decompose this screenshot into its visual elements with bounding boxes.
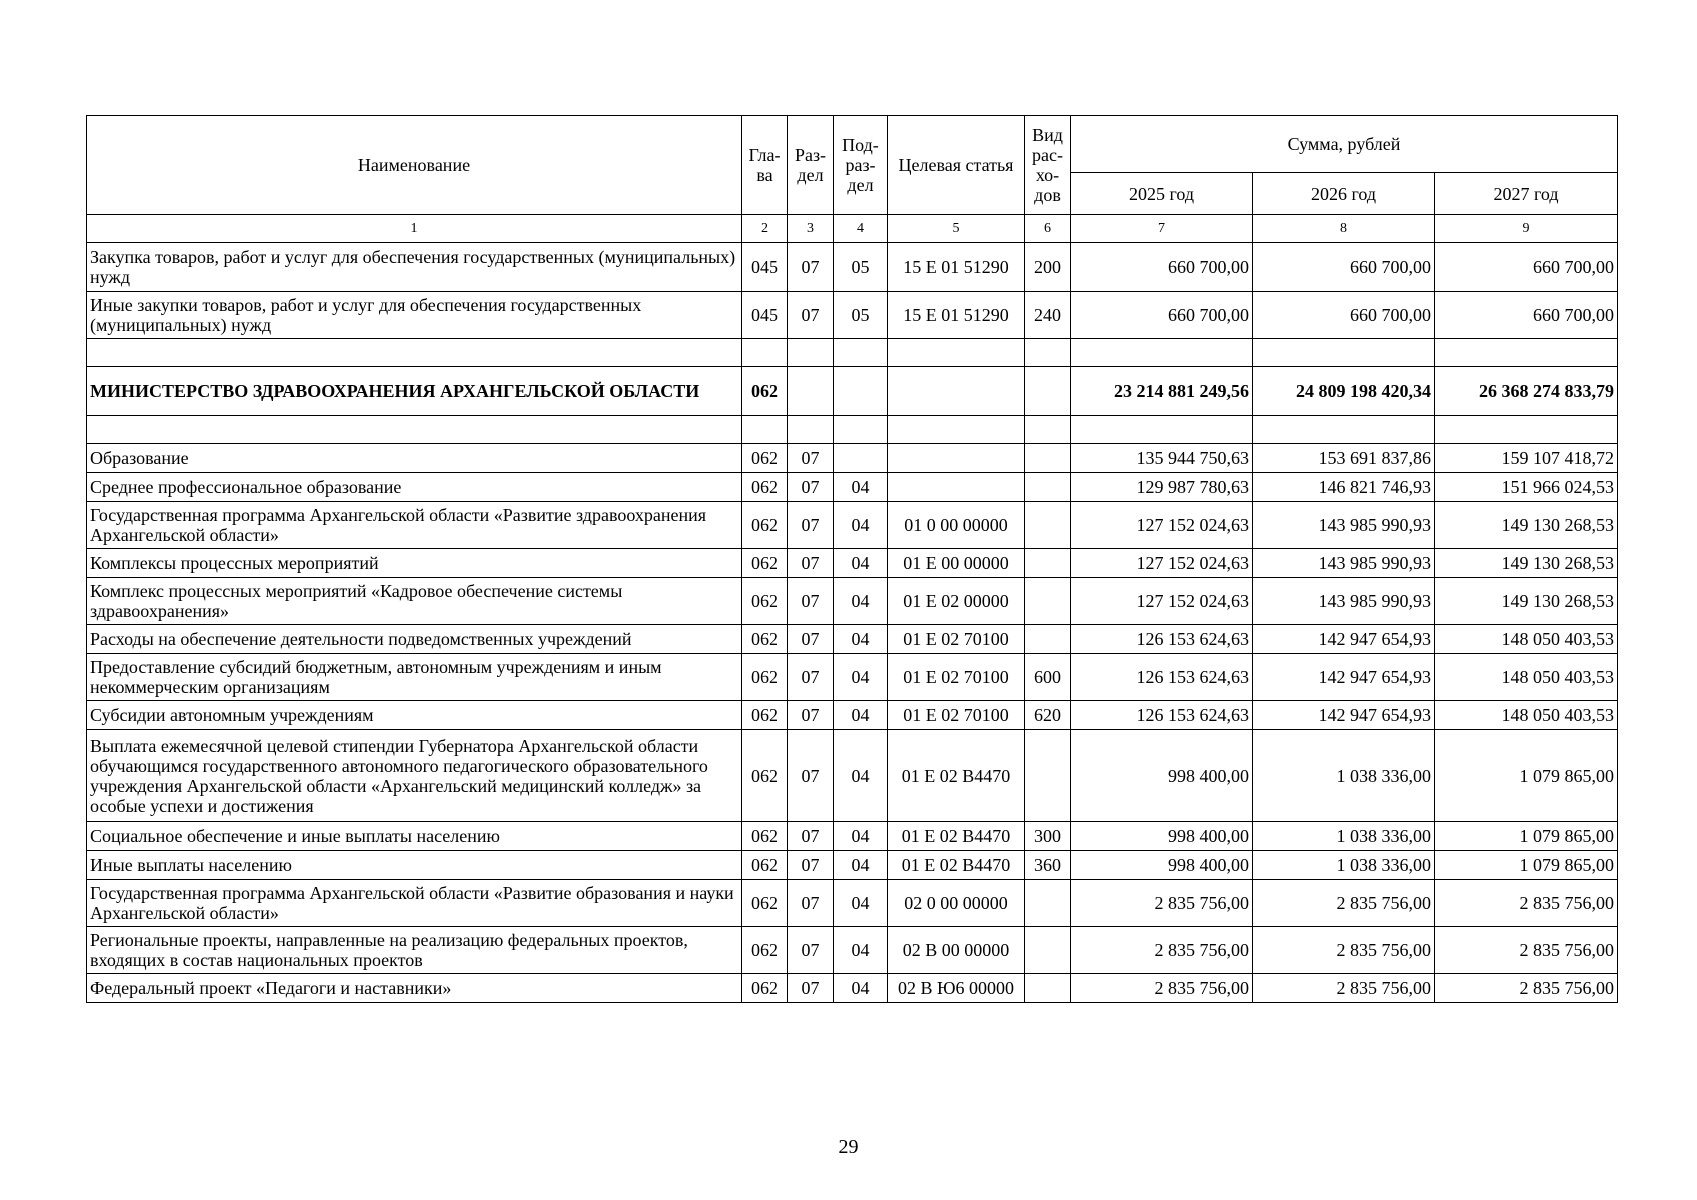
row-amount-2025: 23 214 881 249,56	[1071, 367, 1253, 416]
header-name: Наименование	[87, 116, 742, 215]
column-index-row	[87, 215, 1618, 243]
row-razdel: 07	[788, 880, 834, 927]
row-razdel: 07	[788, 549, 834, 578]
row-target-article: 02 В Ю6 00000	[888, 974, 1025, 1003]
header-statya: Целевая статья	[888, 116, 1025, 215]
row-expense-type	[1025, 444, 1071, 473]
table-row	[87, 339, 1618, 367]
row-name: МИНИСТЕРСТВО ЗДРАВООХРАНЕНИЯ АРХАНГЕЛЬСКОЙ ОБЛАСТИ	[87, 367, 742, 416]
row-amount-2027: 159 107 418,72	[1435, 444, 1618, 473]
row-target-article: 01 Е 02 70100	[888, 701, 1025, 730]
column-index: 3	[788, 215, 834, 243]
row-target-article: 01 0 00 00000	[888, 502, 1025, 549]
column-index: 6	[1025, 215, 1071, 243]
table-row	[87, 292, 1618, 339]
row-target-article: 15 Е 01 51290	[888, 243, 1025, 292]
row-amount-2026: 142 947 654,93	[1253, 654, 1435, 701]
row-podrazdel: 04	[834, 473, 888, 502]
row-amount-2025	[1071, 339, 1253, 367]
header-vid: Вид рас-хо-дов	[1025, 116, 1071, 215]
row-target-article	[888, 416, 1025, 444]
row-amount-2026: 1 038 336,00	[1253, 822, 1435, 851]
row-target-article	[888, 339, 1025, 367]
row-amount-2026: 24 809 198 420,34	[1253, 367, 1435, 416]
row-amount-2026: 2 835 756,00	[1253, 880, 1435, 927]
row-amount-2025: 2 835 756,00	[1071, 974, 1253, 1003]
row-razdel: 07	[788, 730, 834, 822]
row-expense-type: 300	[1025, 822, 1071, 851]
row-amount-2025	[1071, 416, 1253, 444]
row-expense-type: 240	[1025, 292, 1071, 339]
row-amount-2025: 998 400,00	[1071, 851, 1253, 880]
row-amount-2026: 660 700,00	[1253, 292, 1435, 339]
row-glava	[742, 416, 788, 444]
row-podrazdel: 04	[834, 851, 888, 880]
row-name: Предоставление субсидий бюджетным, автономным учреждениям и иным некоммерческим организациям	[87, 654, 742, 701]
row-target-article: 01 Е 00 00000	[888, 549, 1025, 578]
table-row	[87, 444, 1618, 473]
row-target-article: 01 Е 02 В4470	[888, 851, 1025, 880]
row-podrazdel	[834, 416, 888, 444]
row-target-article: 02 0 00 00000	[888, 880, 1025, 927]
row-podrazdel: 04	[834, 578, 888, 625]
row-amount-2026	[1253, 339, 1435, 367]
table-row	[87, 822, 1618, 851]
row-name: Образование	[87, 444, 742, 473]
row-glava: 062	[742, 625, 788, 654]
table-row	[87, 549, 1618, 578]
row-glava: 062	[742, 578, 788, 625]
header-year-2026: 2026 год	[1253, 173, 1435, 215]
header-glava: Гла-ва	[742, 116, 788, 215]
row-razdel	[788, 339, 834, 367]
row-target-article	[888, 367, 1025, 416]
row-name: Закупка товаров, работ и услуг для обеспечения государственных (муниципальных) нужд	[87, 243, 742, 292]
row-amount-2026: 143 985 990,93	[1253, 578, 1435, 625]
row-amount-2026: 146 821 746,93	[1253, 473, 1435, 502]
row-amount-2026	[1253, 416, 1435, 444]
column-index: 5	[888, 215, 1025, 243]
row-amount-2027: 26 368 274 833,79	[1435, 367, 1618, 416]
row-amount-2027: 148 050 403,53	[1435, 625, 1618, 654]
table-row	[87, 880, 1618, 927]
row-amount-2027: 148 050 403,53	[1435, 654, 1618, 701]
row-glava: 062	[742, 654, 788, 701]
row-glava: 062	[742, 701, 788, 730]
header-razdel: Раз-дел	[788, 116, 834, 215]
column-index: 2	[742, 215, 788, 243]
row-amount-2027: 2 835 756,00	[1435, 880, 1618, 927]
header-year-2027: 2027 год	[1435, 173, 1618, 215]
table-row	[87, 730, 1618, 822]
row-podrazdel: 04	[834, 654, 888, 701]
row-glava: 062	[742, 730, 788, 822]
row-podrazdel	[834, 444, 888, 473]
row-expense-type	[1025, 549, 1071, 578]
row-target-article: 01 Е 02 70100	[888, 654, 1025, 701]
row-name	[87, 416, 742, 444]
row-razdel: 07	[788, 822, 834, 851]
row-amount-2027	[1435, 339, 1618, 367]
row-amount-2025: 998 400,00	[1071, 730, 1253, 822]
row-podrazdel: 04	[834, 880, 888, 927]
row-name: Государственная программа Архангельской области «Развитие здравоохранения Архангельской области»	[87, 502, 742, 549]
row-razdel	[788, 367, 834, 416]
row-expense-type	[1025, 367, 1071, 416]
row-razdel: 07	[788, 927, 834, 974]
row-name: Социальное обеспечение и иные выплаты населению	[87, 822, 742, 851]
row-amount-2026: 1 038 336,00	[1253, 730, 1435, 822]
row-glava: 045	[742, 243, 788, 292]
table-row	[87, 502, 1618, 549]
row-amount-2025: 660 700,00	[1071, 292, 1253, 339]
row-razdel: 07	[788, 654, 834, 701]
row-podrazdel: 04	[834, 822, 888, 851]
row-expense-type	[1025, 578, 1071, 625]
row-amount-2026: 142 947 654,93	[1253, 625, 1435, 654]
row-razdel: 07	[788, 292, 834, 339]
row-expense-type	[1025, 625, 1071, 654]
row-amount-2025: 135 944 750,63	[1071, 444, 1253, 473]
row-podrazdel	[834, 339, 888, 367]
row-glava: 062	[742, 473, 788, 502]
column-index: 4	[834, 215, 888, 243]
row-amount-2027: 148 050 403,53	[1435, 701, 1618, 730]
table-header	[87, 116, 1618, 215]
row-amount-2025: 126 153 624,63	[1071, 654, 1253, 701]
row-expense-type: 600	[1025, 654, 1071, 701]
row-amount-2026: 2 835 756,00	[1253, 927, 1435, 974]
row-glava: 062	[742, 367, 788, 416]
row-target-article: 02 В 00 00000	[888, 927, 1025, 974]
row-amount-2026: 153 691 837,86	[1253, 444, 1435, 473]
row-glava: 062	[742, 549, 788, 578]
table-row	[87, 927, 1618, 974]
row-razdel: 07	[788, 701, 834, 730]
row-amount-2026: 660 700,00	[1253, 243, 1435, 292]
row-expense-type	[1025, 927, 1071, 974]
row-glava: 062	[742, 822, 788, 851]
table-row	[87, 416, 1618, 444]
row-razdel: 07	[788, 473, 834, 502]
row-amount-2027: 149 130 268,53	[1435, 578, 1618, 625]
row-podrazdel: 05	[834, 292, 888, 339]
row-expense-type	[1025, 473, 1071, 502]
row-amount-2025: 129 987 780,63	[1071, 473, 1253, 502]
table-row	[87, 974, 1618, 1003]
row-amount-2025: 660 700,00	[1071, 243, 1253, 292]
row-expense-type: 360	[1025, 851, 1071, 880]
row-glava	[742, 339, 788, 367]
row-amount-2026: 143 985 990,93	[1253, 549, 1435, 578]
row-name: Комплексы процессных мероприятий	[87, 549, 742, 578]
row-amount-2027: 1 079 865,00	[1435, 822, 1618, 851]
row-target-article: 01 Е 02 00000	[888, 578, 1025, 625]
row-amount-2027: 149 130 268,53	[1435, 549, 1618, 578]
table-row	[87, 625, 1618, 654]
column-index: 8	[1253, 215, 1435, 243]
row-name: Иные выплаты населению	[87, 851, 742, 880]
row-amount-2027	[1435, 416, 1618, 444]
column-index: 7	[1071, 215, 1253, 243]
row-razdel: 07	[788, 625, 834, 654]
table-row	[87, 578, 1618, 625]
column-index: 9	[1435, 215, 1618, 243]
row-target-article	[888, 444, 1025, 473]
row-name: Региональные проекты, направленные на реализацию федеральных проектов, входящих в состав национальных проектов	[87, 927, 742, 974]
table-row	[87, 701, 1618, 730]
row-amount-2025: 126 153 624,63	[1071, 701, 1253, 730]
row-amount-2025: 127 152 024,63	[1071, 549, 1253, 578]
row-target-article: 15 Е 01 51290	[888, 292, 1025, 339]
row-name: Выплата ежемесячной целевой стипендии Губернатора Архангельской области обучающимся государственного автономного педагогического образовательного учреждения Архангельской области «Архангельский медицинский колледж» за особые успехи и достижения	[87, 730, 742, 822]
table-row	[87, 851, 1618, 880]
row-name: Среднее профессиональное образование	[87, 473, 742, 502]
header-podrazdel: Под-раз-дел	[834, 116, 888, 215]
row-amount-2027: 660 700,00	[1435, 292, 1618, 339]
row-expense-type: 200	[1025, 243, 1071, 292]
row-podrazdel: 04	[834, 730, 888, 822]
row-expense-type	[1025, 502, 1071, 549]
column-index: 1	[87, 215, 742, 243]
row-glava: 062	[742, 880, 788, 927]
row-podrazdel	[834, 367, 888, 416]
row-amount-2025: 127 152 024,63	[1071, 578, 1253, 625]
row-razdel: 07	[788, 444, 834, 473]
row-razdel	[788, 416, 834, 444]
page-number: 29	[838, 1136, 859, 1158]
row-amount-2026: 142 947 654,93	[1253, 701, 1435, 730]
row-razdel: 07	[788, 851, 834, 880]
table-row	[87, 243, 1618, 292]
row-amount-2026: 1 038 336,00	[1253, 851, 1435, 880]
row-glava: 045	[742, 292, 788, 339]
row-name: Субсидии автономным учреждениям	[87, 701, 742, 730]
row-razdel: 07	[788, 243, 834, 292]
row-razdel: 07	[788, 974, 834, 1003]
row-glava: 062	[742, 974, 788, 1003]
row-expense-type: 620	[1025, 701, 1071, 730]
table-row	[87, 654, 1618, 701]
row-amount-2026: 143 985 990,93	[1253, 502, 1435, 549]
row-podrazdel: 04	[834, 701, 888, 730]
row-amount-2025: 998 400,00	[1071, 822, 1253, 851]
row-glava: 062	[742, 927, 788, 974]
row-amount-2025: 126 153 624,63	[1071, 625, 1253, 654]
row-name: Государственная программа Архангельской области «Развитие образования и науки Архангельской области»	[87, 880, 742, 927]
row-glava: 062	[742, 851, 788, 880]
table-body	[87, 215, 1618, 1003]
row-podrazdel: 04	[834, 927, 888, 974]
row-name: Иные закупки товаров, работ и услуг для обеспечения государственных (муниципальных) нужд	[87, 292, 742, 339]
row-amount-2027: 660 700,00	[1435, 243, 1618, 292]
row-podrazdel: 05	[834, 243, 888, 292]
row-expense-type	[1025, 416, 1071, 444]
row-amount-2027: 1 079 865,00	[1435, 851, 1618, 880]
row-podrazdel: 04	[834, 974, 888, 1003]
row-name: Расходы на обеспечение деятельности подведомственных учреждений	[87, 625, 742, 654]
row-podrazdel: 04	[834, 625, 888, 654]
row-amount-2025: 2 835 756,00	[1071, 880, 1253, 927]
row-target-article: 01 Е 02 В4470	[888, 730, 1025, 822]
header-year-2025: 2025 год	[1071, 173, 1253, 215]
row-amount-2025: 127 152 024,63	[1071, 502, 1253, 549]
row-name: Комплекс процессных мероприятий «Кадровое обеспечение системы здравоохранения»	[87, 578, 742, 625]
row-razdel: 07	[788, 578, 834, 625]
row-glava: 062	[742, 444, 788, 473]
table-row	[87, 367, 1618, 416]
row-amount-2027: 1 079 865,00	[1435, 730, 1618, 822]
row-amount-2027: 151 966 024,53	[1435, 473, 1618, 502]
budget-table	[86, 115, 1618, 1003]
row-amount-2027: 2 835 756,00	[1435, 927, 1618, 974]
row-amount-2027: 149 130 268,53	[1435, 502, 1618, 549]
row-expense-type	[1025, 974, 1071, 1003]
row-expense-type	[1025, 339, 1071, 367]
row-podrazdel: 04	[834, 502, 888, 549]
row-target-article: 01 Е 02 70100	[888, 625, 1025, 654]
row-target-article	[888, 473, 1025, 502]
row-razdel: 07	[788, 502, 834, 549]
row-amount-2027: 2 835 756,00	[1435, 974, 1618, 1003]
row-expense-type	[1025, 880, 1071, 927]
row-target-article: 01 Е 02 В4470	[888, 822, 1025, 851]
row-glava: 062	[742, 502, 788, 549]
row-name	[87, 339, 742, 367]
row-name: Федеральный проект «Педагоги и наставники»	[87, 974, 742, 1003]
header-summa: Сумма, рублей	[1071, 116, 1618, 173]
table-row	[87, 473, 1618, 502]
row-amount-2025: 2 835 756,00	[1071, 927, 1253, 974]
row-podrazdel: 04	[834, 549, 888, 578]
row-amount-2026: 2 835 756,00	[1253, 974, 1435, 1003]
row-expense-type	[1025, 730, 1071, 822]
